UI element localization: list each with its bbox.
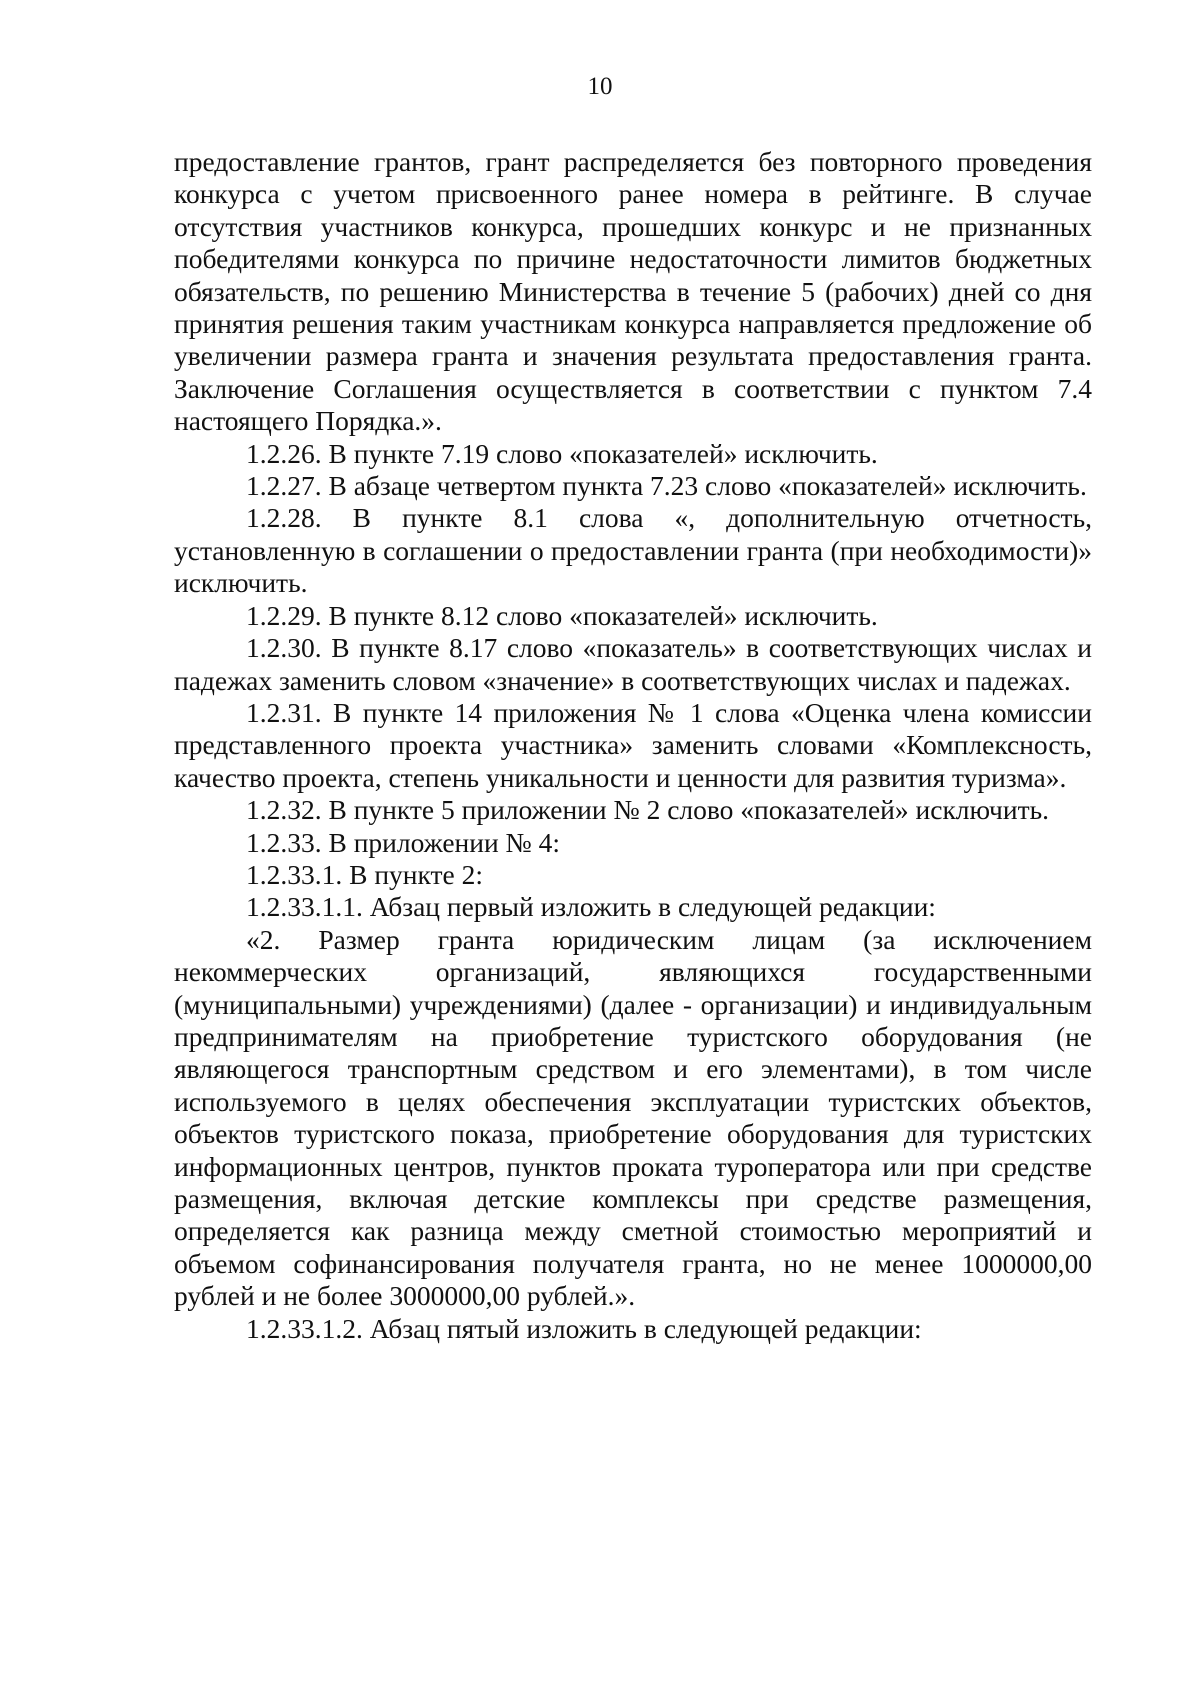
paragraph-1-2-33-1: 1.2.33.1. В пункте 2: <box>246 858 484 890</box>
paragraph-1-2-28: 1.2.28. В пункте 8.1 слова «, дополнительную отчетность, установленную в соглашении о предоставлении гранта (при необходимости)» исключить. <box>174 502 1092 599</box>
paragraph-1-2-33-1-2: 1.2.33.1.2. Абзац пятый изложить в следующей редакции: <box>246 1312 922 1344</box>
paragraph-continuation: предоставление грантов, грант распределяется без повторного проведения конкурса с учетом присвоенного ранее номера в рейтинге. В случае отсутствия участников конкурса, прошедших конкурс и не признанных победителями конкурса по причине недостаточности лимитов бюджетных обязательств, по решению Министерства в течение 5 (рабочих) дней со дня принятия решения таким участникам конкурса направляется предложение об увеличении размера гранта и значения результата предоставления гранта. Заключение Соглашения осуществляется в соответствии с пунктом 7.4 настоящего Порядка.». <box>174 146 1092 437</box>
paragraph-1-2-29: 1.2.29. В пункте 8.12 слово «показателей» исключить. <box>246 599 878 631</box>
paragraph-1-2-31: 1.2.31. В пункте 14 приложения № 1 слова «Оценка члена комиссии представленного проекта участника» заменить словами «Комплексность, качество проекта, степень уникальности и ценности для развития туризма». <box>174 696 1092 793</box>
paragraph-1-2-32: 1.2.32. В пункте 5 приложении № 2 слово «показателей» исключить. <box>246 794 1050 826</box>
paragraph-1-2-30: 1.2.30. В пункте 8.17 слово «показатель» в соответствующих числах и падежах заменить словом «значение» в соответствующих числах и падежах. <box>174 632 1092 696</box>
paragraph-1-2-33: 1.2.33. В приложении № 4: <box>246 826 561 858</box>
paragraph-quoted-clause-2: «2. Размер гранта юридическим лицам (за исключением некоммерческих организаций, являющихся государственными (муниципальными) учреждениями) (далее - организации) и индивидуальным предпринимателям на приобретение туристского оборудования (не являющегося транспортным средством и его элементами), в том числе используемого в целях обеспечения эксплуатации туристских объектов, объектов туристского показа, приобретение оборудования для туристских информационных центров, пунктов проката туроператора или при средстве размещения, включая детские комплексы при средстве размещения, определяется как разница между сметной стоимостью мероприятий и объемом софинансирования получателя гранта, но не менее 1000000,00 рублей и не более 3000000,00 рублей.». <box>174 923 1092 1312</box>
paragraph-1-2-27: 1.2.27. В абзаце четвертом пункта 7.23 слово «показателей» исключить. <box>246 470 1087 502</box>
paragraph-1-2-33-1-1: 1.2.33.1.1. Абзац первый изложить в следующей редакции: <box>246 891 936 923</box>
page-number: 10 <box>587 73 613 100</box>
document-body <box>174 146 1092 1345</box>
paragraph-1-2-26: 1.2.26. В пункте 7.19 слово «показателей» исключить. <box>246 437 878 469</box>
